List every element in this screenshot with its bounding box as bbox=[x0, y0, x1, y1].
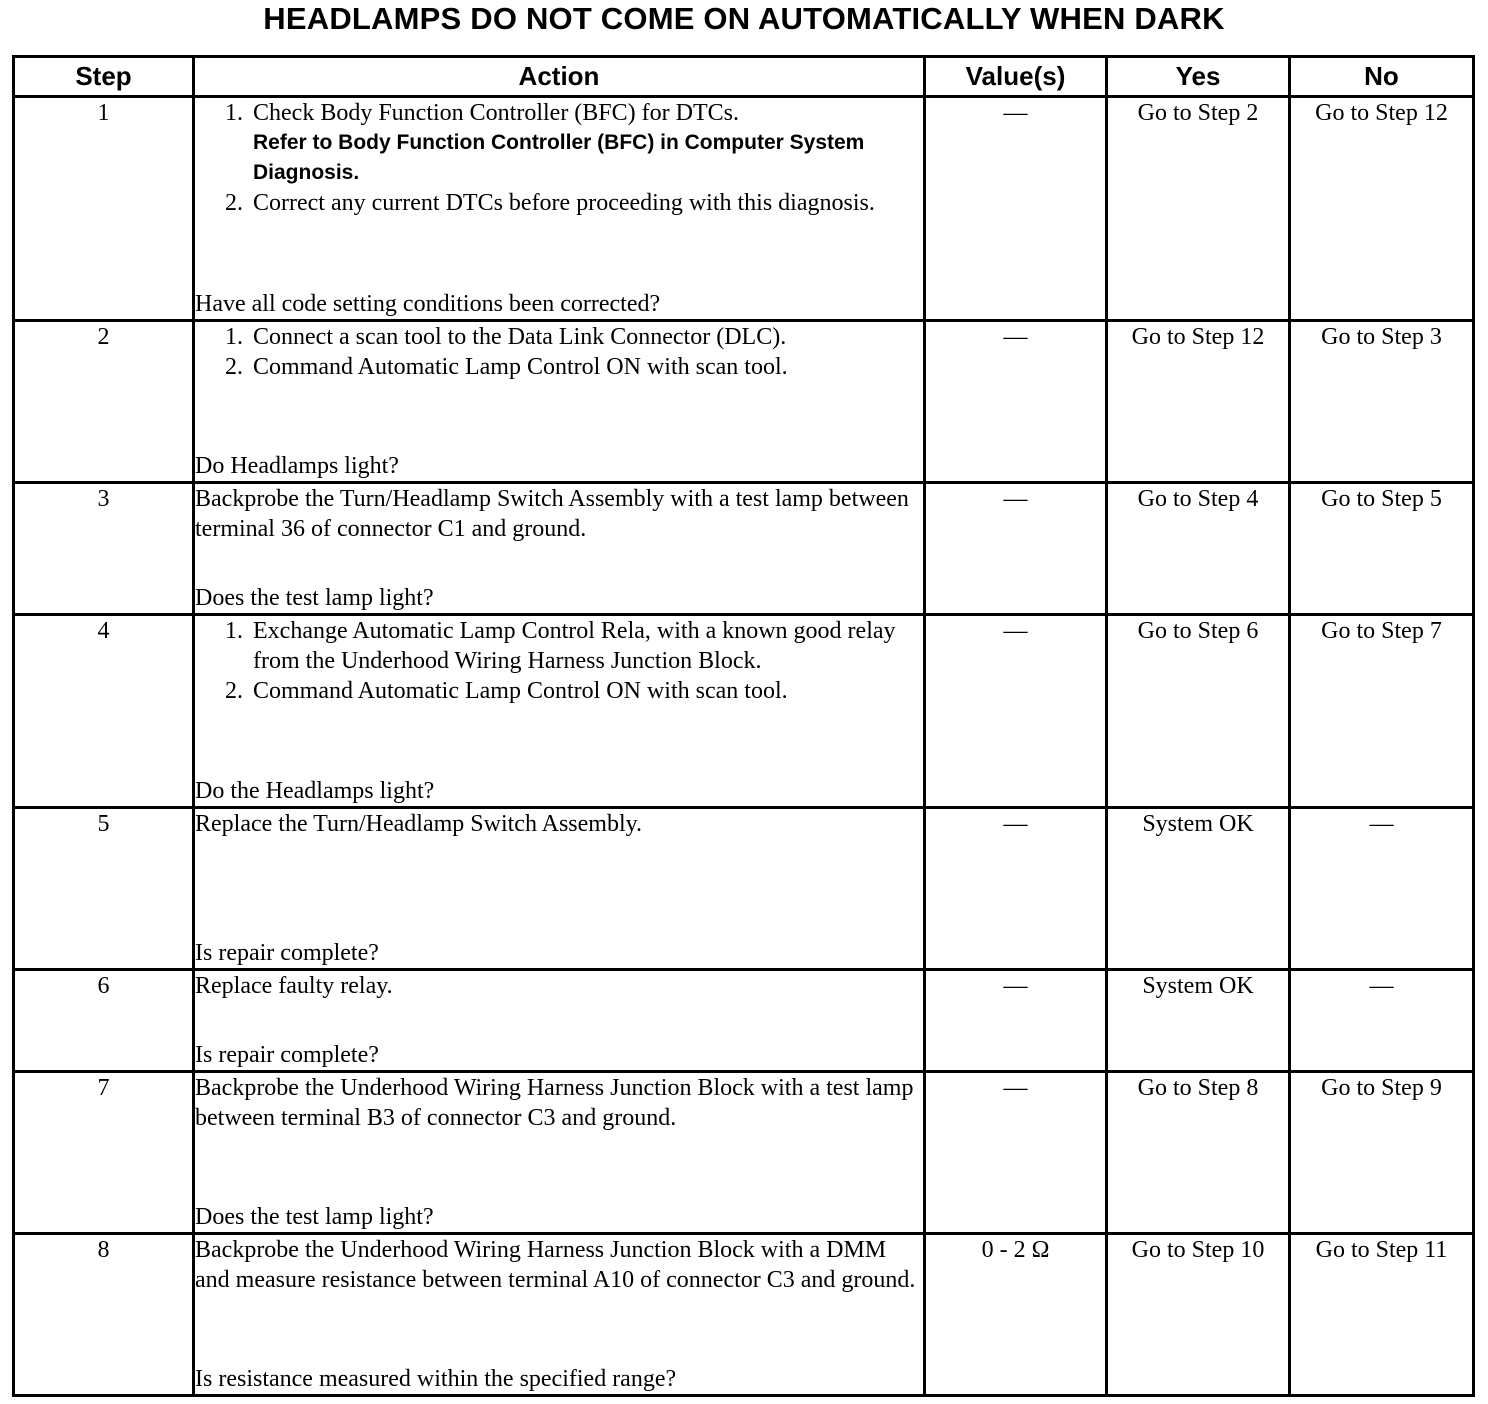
value-cell: — bbox=[925, 615, 1107, 808]
action-content bbox=[195, 1073, 923, 1232]
action-text: Backprobe the Underhood Wiring Harness Junction Block with a test lamp between terminal B3 of connector C3 and ground. bbox=[195, 1075, 914, 1131]
action-cell bbox=[194, 1072, 925, 1234]
action-content bbox=[195, 322, 923, 481]
reference-note: Refer to Body Function Controller (BFC) in Computer System Diagnosis. bbox=[253, 131, 865, 184]
table-row bbox=[14, 970, 1474, 1072]
no-cell: Go to Step 12 bbox=[1290, 97, 1474, 321]
instruction-text: Check Body Function Controller (BFC) for DTCs. bbox=[253, 100, 739, 126]
action-question: Do Headlamps light? bbox=[195, 453, 399, 479]
value-cell: — bbox=[925, 808, 1107, 970]
instruction-item bbox=[249, 352, 923, 382]
action-content bbox=[195, 484, 923, 613]
action-cell bbox=[194, 1234, 925, 1396]
step-number: 7 bbox=[14, 1072, 194, 1234]
action-instructions bbox=[195, 971, 923, 1001]
no-cell: Go to Step 5 bbox=[1290, 483, 1474, 615]
action-instructions bbox=[195, 484, 923, 544]
no-cell: Go to Step 7 bbox=[1290, 615, 1474, 808]
action-instructions bbox=[195, 616, 923, 706]
table-row bbox=[14, 1072, 1474, 1234]
action-cell bbox=[194, 97, 925, 321]
yes-cell: System OK bbox=[1107, 808, 1290, 970]
value-cell: — bbox=[925, 970, 1107, 1072]
header-no: No bbox=[1290, 57, 1474, 97]
no-cell: Go to Step 3 bbox=[1290, 321, 1474, 483]
no-cell: Go to Step 11 bbox=[1290, 1234, 1474, 1396]
yes-cell: Go to Step 2 bbox=[1107, 97, 1290, 321]
table-row bbox=[14, 808, 1474, 970]
table-row bbox=[14, 615, 1474, 808]
instruction-item bbox=[249, 188, 923, 218]
diagnostic-table bbox=[12, 55, 1475, 1397]
yes-cell: System OK bbox=[1107, 970, 1290, 1072]
step-number: 2 bbox=[14, 321, 194, 483]
yes-cell: Go to Step 6 bbox=[1107, 615, 1290, 808]
action-instructions bbox=[195, 809, 923, 839]
instruction-list bbox=[195, 98, 923, 218]
table-row bbox=[14, 483, 1474, 615]
step-number: 6 bbox=[14, 970, 194, 1072]
instruction-text: Command Automatic Lamp Control ON with scan tool. bbox=[253, 678, 788, 704]
instruction-text: Command Automatic Lamp Control ON with scan tool. bbox=[253, 354, 788, 380]
step-number: 3 bbox=[14, 483, 194, 615]
instruction-text: Connect a scan tool to the Data Link Connector (DLC). bbox=[253, 324, 787, 350]
value-cell: 0 - 2 Ω bbox=[925, 1234, 1107, 1396]
action-cell bbox=[194, 808, 925, 970]
step-number: 8 bbox=[14, 1234, 194, 1396]
action-question: Have all code setting conditions been corrected? bbox=[195, 291, 661, 317]
no-cell: — bbox=[1290, 970, 1474, 1072]
action-question: Do the Headlamps light? bbox=[195, 778, 435, 804]
table-header-row bbox=[14, 57, 1474, 97]
no-cell: — bbox=[1290, 808, 1474, 970]
header-yes: Yes bbox=[1107, 57, 1290, 97]
instruction-text: Correct any current DTCs before proceeding with this diagnosis. bbox=[253, 190, 875, 216]
action-text: Backprobe the Turn/Headlamp Switch Assembly with a test lamp between terminal 36 of connector C1 and ground. bbox=[195, 486, 909, 542]
yes-cell: Go to Step 12 bbox=[1107, 321, 1290, 483]
header-step: Step bbox=[14, 57, 194, 97]
action-content bbox=[195, 616, 923, 806]
header-action: Action bbox=[194, 57, 925, 97]
action-content bbox=[195, 98, 923, 319]
action-text: Replace the Turn/Headlamp Switch Assembly. bbox=[195, 811, 643, 837]
value-cell: — bbox=[925, 321, 1107, 483]
action-cell bbox=[194, 483, 925, 615]
action-cell bbox=[194, 615, 925, 808]
instruction-item bbox=[249, 616, 923, 676]
table-body bbox=[14, 97, 1474, 1396]
step-number: 5 bbox=[14, 808, 194, 970]
step-number: 4 bbox=[14, 615, 194, 808]
page-title: HEADLAMPS DO NOT COME ON AUTOMATICALLY WHEN DARK bbox=[263, 1, 1225, 36]
action-instructions bbox=[195, 322, 923, 382]
action-question: Does the test lamp light? bbox=[195, 585, 434, 611]
table-row bbox=[14, 97, 1474, 321]
action-instructions bbox=[195, 98, 923, 218]
table-row bbox=[14, 321, 1474, 483]
action-text: Backprobe the Underhood Wiring Harness Junction Block with a DMM and measure resistance between terminal A10 of connector C3 and ground. bbox=[195, 1237, 916, 1293]
action-content bbox=[195, 971, 923, 1070]
step-number: 1 bbox=[14, 97, 194, 321]
value-cell: — bbox=[925, 1072, 1107, 1234]
instruction-list bbox=[195, 322, 923, 382]
instruction-item bbox=[249, 322, 923, 352]
value-cell: — bbox=[925, 97, 1107, 321]
header-values: Value(s) bbox=[925, 57, 1107, 97]
instruction-item bbox=[249, 98, 923, 188]
table-row bbox=[14, 1234, 1474, 1396]
action-instructions bbox=[195, 1235, 923, 1295]
instruction-list bbox=[195, 616, 923, 706]
action-content bbox=[195, 809, 923, 968]
action-question: Does the test lamp light? bbox=[195, 1204, 434, 1230]
action-cell bbox=[194, 970, 925, 1072]
action-question: Is resistance measured within the specified range? bbox=[195, 1366, 677, 1392]
action-question: Is repair complete? bbox=[195, 1042, 379, 1068]
value-cell: — bbox=[925, 483, 1107, 615]
yes-cell: Go to Step 10 bbox=[1107, 1234, 1290, 1396]
action-question: Is repair complete? bbox=[195, 940, 379, 966]
instruction-item bbox=[249, 676, 923, 706]
instruction-text: Exchange Automatic Lamp Control Rela, with a known good relay from the Underhood Wiring Harness Junction Block. bbox=[253, 618, 896, 674]
no-cell: Go to Step 9 bbox=[1290, 1072, 1474, 1234]
yes-cell: Go to Step 4 bbox=[1107, 483, 1290, 615]
yes-cell: Go to Step 8 bbox=[1107, 1072, 1290, 1234]
action-text: Replace faulty relay. bbox=[195, 973, 393, 999]
action-content bbox=[195, 1235, 923, 1394]
action-cell bbox=[194, 321, 925, 483]
action-instructions bbox=[195, 1073, 923, 1133]
